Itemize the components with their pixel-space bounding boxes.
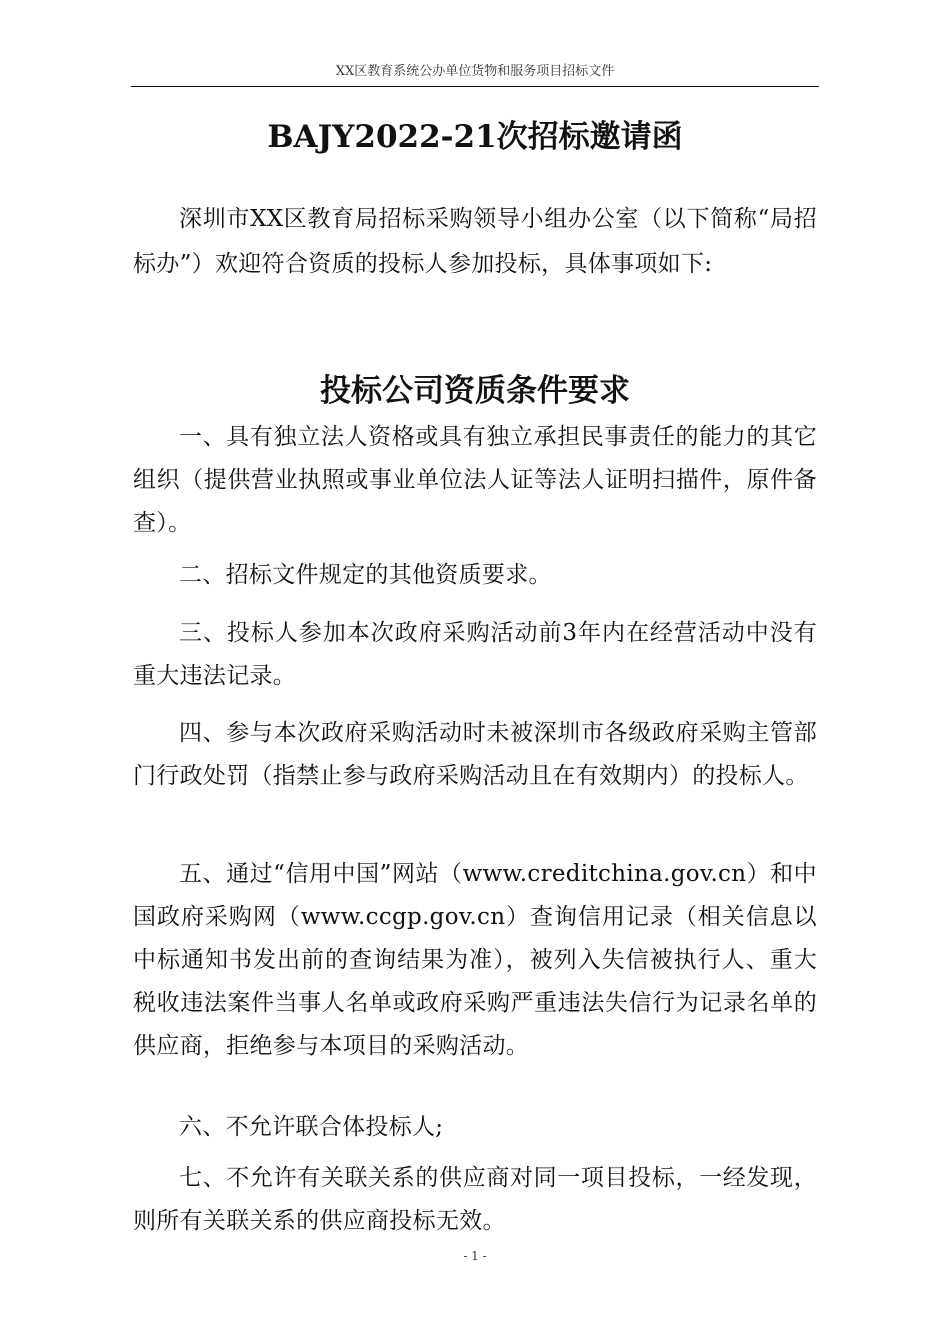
running-header: XX区教育系统公办单位货物和服务项目招标文件 [335,64,615,79]
section-title: 投标公司资质条件要求 [320,373,630,409]
intro-paragraph: 深圳市XX区教育局招标采购领导小组办公室（以下简称“局招标办”）欢迎符合资质的投标人参加投标，具体事项如下: [133,206,817,277]
requirement-item-6: 六、不允许联合体投标人; [179,1114,444,1140]
requirement-item-5: 五、通过“信用中国”网站（www.creditchina.gov.cn）和中国政府采购网（www.ccgp.gov.cn）查询信用记录（相关信息以中标通知书发出前的查询结果为准），被列入失信被执行人、重大税收违法案件当事人名单或政府采购严重违法失信行为记录名单的供应商，拒绝参与本项目的采购活动。 [133,861,817,1059]
header-divider [131,86,819,87]
document-title: BAJY2022-21次招标邀请函 [267,119,683,155]
requirement-item-2: 二、招标文件规定的其他资质要求。 [179,562,552,588]
page-number: - 1 - [463,1249,487,1263]
requirement-item-4: 四、参与本次政府采购活动时未被深圳市各级政府采购主管部门行政处罚（指禁止参与政府采购活动且在有效期内）的投标人。 [133,720,817,789]
requirement-item-7: 七、不允许有关联关系的供应商对同一项目投标，一经发现，则所有关联关系的供应商投标无效。 [133,1165,817,1234]
requirement-item-3: 三、投标人参加本次政府采购活动前3年内在经营活动中没有重大违法记录。 [133,620,817,689]
requirement-item-1: 一、具有独立法人资格或具有独立承担民事责任的能力的其它组织（提供营业执照或事业单位法人证等法人证明扫描件，原件备查）。 [133,424,817,536]
